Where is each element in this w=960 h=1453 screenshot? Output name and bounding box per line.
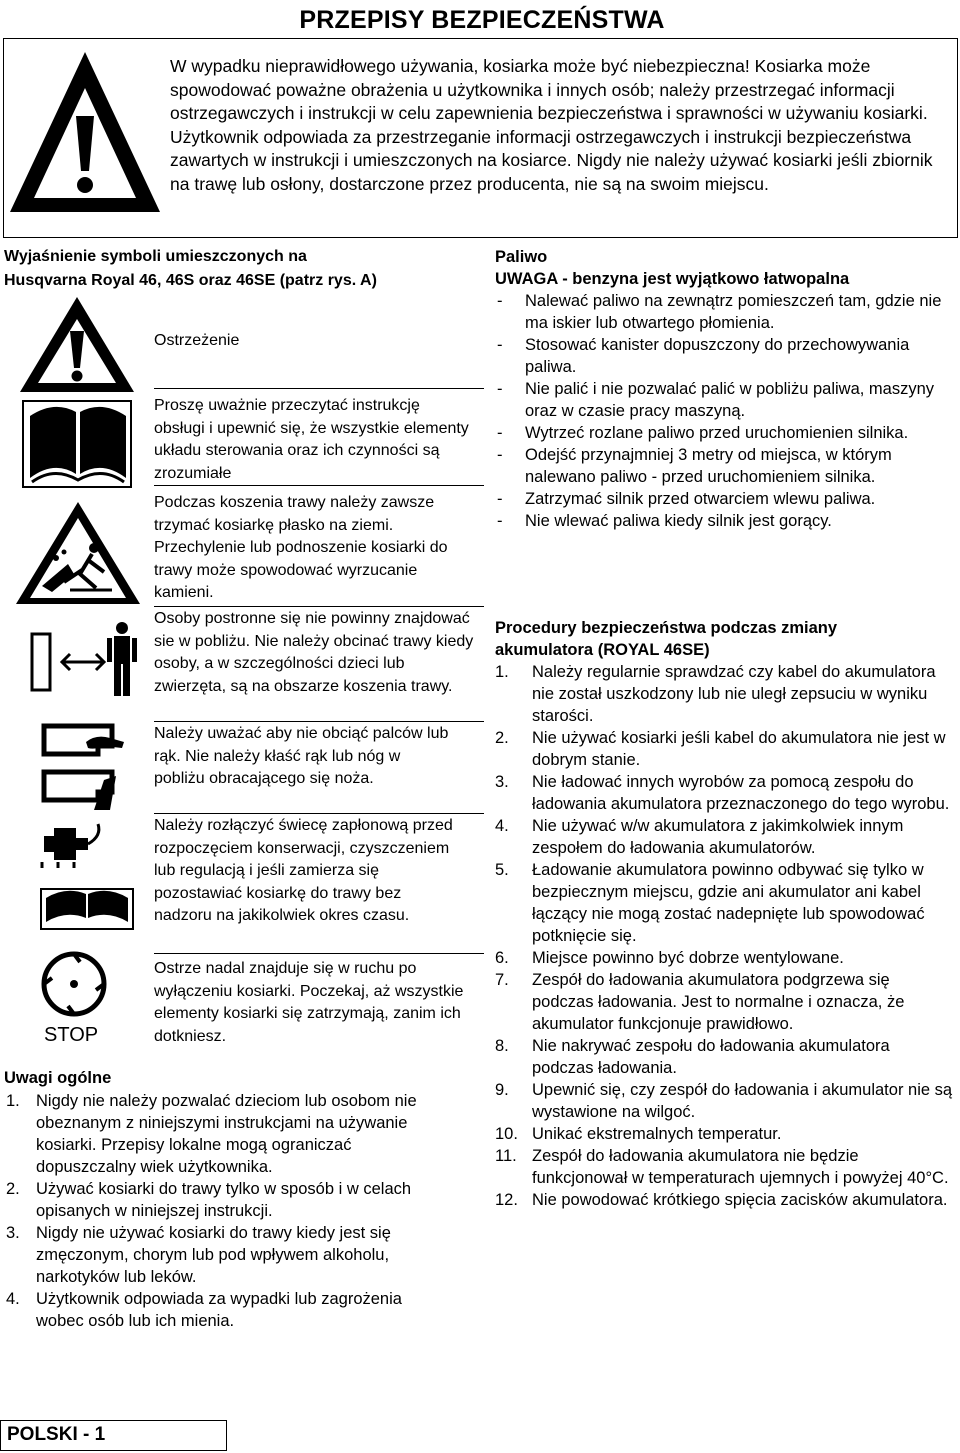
symbol-divider <box>154 953 484 954</box>
battery-section <box>495 617 955 1211</box>
manual-book-icon <box>18 398 138 494</box>
page-title: PRZEPISY BEZPIECZEŃSTWA <box>299 6 665 34</box>
symbol-divider <box>154 388 484 389</box>
list-item: 3. Nie ładować innych wyrobów za pomocą zespołu do ładowania akumulatora przeznaczonego do tego wyrobu. <box>495 773 950 813</box>
list-item: 3. Nigdy nie używać kosiarki do trawy kiedy jest się zmęczonym, chorym lub pod wpływem alkoholu, narkotyków lub leków. <box>6 1224 391 1286</box>
fuel-warning: UWAGA - benzyna jest wyjątkowo łatwopalna <box>495 270 850 288</box>
list-item: - Stosować kanister dopuszczony do przechowywania paliwa. <box>497 336 910 376</box>
list-item: - Nie palić i nie pozwalać palić w pobliżu paliwa, maszyny oraz w czasie pracy maszyną. <box>497 380 935 420</box>
symbol-divider <box>154 813 484 814</box>
list-item: - Nie wlewać paliwa kiedy silnik jest gorący. <box>497 512 832 530</box>
symbols-heading-line2: Husqvarna Royal 46, 46S oraz 46SE (patrz rys. A) <box>4 272 377 289</box>
symbols-heading <box>4 245 484 293</box>
spark-plug-icon <box>38 818 138 932</box>
list-item: 9. Upewnić się, czy zespół do ładowania i akumulator nie są wystawione na wilgoć. <box>495 1081 953 1121</box>
list-item: 12. Nie powodować krótkiego spięcia zacisków akumulatora. <box>495 1191 948 1209</box>
thrown-objects-icon <box>14 500 142 608</box>
list-item: 5. Ładowanie akumulatora powinno odbywać się tylko w bezpiecznym miejscu, gdzie ani akumulator ani kabel łączący nie mogą zostać nadepnięte lub spowodować potknięcie się. <box>495 861 925 945</box>
symbol-text: Należy rozłączyć świecę zapłonową przed rozpoczęciem konserwacji, czyszczeniem lub regulacją i jeśli zamierza się pozostawiać kosiarkę do trawy bez nadzoru na jakikolwiek okres czasu. <box>154 817 453 924</box>
symbol-text: Podczas koszenia trawy należy zawsze trzymać kosiarkę płasko na ziemi. Przechylenie lub podnoszenie kosiarki do trawy może spowodować wyrzucanie kamieni. <box>154 494 448 601</box>
page-footer-label: POLSKI - 1 <box>0 1420 227 1451</box>
list-item: 11. Zespół do ładowania akumulatora nie będzie funkcjonował w temperaturach ujemnych i powyżej 40°C. <box>495 1147 949 1187</box>
stop-label: STOP <box>44 1024 99 1046</box>
list-item: 2. Nie używać kosiarki jeśli kabel do akumulatora nie jest w dobrym stanie. <box>495 729 946 769</box>
fuel-section <box>495 246 955 532</box>
symbol-divider <box>154 721 484 722</box>
list-item: 8. Nie nakrywać zespołu do ładowania akumulatora podczas ładowania. <box>495 1037 890 1077</box>
general-list <box>6 1090 446 1332</box>
symbol-text: Osoby postronne się nie powinny znajdować sie w pobliżu. Nie należy obcinać trawy kiedy osoby, a w szczególności dzieci lub zwierzęta, są na obszarze koszenia trawy. <box>154 610 474 695</box>
symbol-divider <box>154 485 484 486</box>
symbol-divider <box>154 606 484 607</box>
fuel-heading: Paliwo <box>495 248 548 266</box>
list-item: 1. Nigdy nie należy pozwalać dzieciom lub osobom nie obeznanym z niniejszymi instrukcjami na używanie kosiarki. Przepisy lokalne mogą ograniczać dopuszczalny wiek użytkownika. <box>6 1092 417 1176</box>
general-heading: Uwagi ogólne <box>4 1069 112 1087</box>
list-item: - Nalewać paliwo na zewnątrz pomieszczeń tam, gdzie nie ma iskier lub otwartego płomienia. <box>497 292 942 332</box>
intro-text: W wypadku nieprawidłowego używania, kosiarka może być niebezpieczna! Kosiarka może spowodować poważne obrażenia u użytkownika i innych osób; należy przestrzegać informacji ostrzegawczych i instrukcji w celu zapewnienia bezpieczeństwa i sprawności w używaniu kosiarki. Użytkownik odpowiada za przestrzeganie informacji ostrzegawczych i instrukcji bezpieczeństwa zawartych w instrukcji i umieszczonych na kosiarce. Nigdy nie należy używać kosiarki jeśli zbiornik na trawę lub osłony, dostarczone przez producenta, nie są na swoim miejscu. <box>170 56 933 194</box>
symbols-heading-line1: Wyjaśnienie symboli umieszczonych na <box>4 248 307 265</box>
blade-hazard-icon <box>40 720 136 816</box>
warning-triangle-icon <box>6 48 164 218</box>
symbol-text: Ostrze nadal znajduje się w ruchu po wyłączeniu kosiarki. Poczekaj, aż wszystkie elementy kosiarki się zatrzymają, zanim ich dotkniesz. <box>154 960 464 1045</box>
list-item: 2. Używać kosiarki do trawy tylko w sposób i w celach opisanych w niniejszej instrukcji. <box>6 1180 412 1220</box>
list-item: - Wytrzeć rozlane paliwo przed uruchomienien silnika. <box>497 424 909 442</box>
list-item: 1. Należy regularnie sprawdzać czy kabel do akumulatora nie został uszkodzony lub nie uległ zepsuciu w wyniku starości. <box>495 663 936 725</box>
list-item: - Zatrzymać silnik przed otwarciem wlewu paliwa. <box>497 490 876 508</box>
battery-heading: Procedury bezpieczeństwa podczas zmiany akumulatora (ROYAL 46SE) <box>495 619 838 659</box>
warning-triangle-icon <box>18 295 136 395</box>
list-item: 4. Użytkownik odpowiada za wypadki lub zagrożenia wobec osób lub ich mienia. <box>6 1290 402 1330</box>
blade-stop-icon <box>40 950 108 1018</box>
list-item: 7. Zespół do ładowania akumulatora podgrzewa się podczas ładowania. Jest to normalne i oznacza, że akumulator funkcjonuje prawidłowo. <box>495 971 905 1033</box>
keep-distance-icon <box>30 620 140 698</box>
list-item: 10. Unikać ekstremalnych temperatur. <box>495 1125 782 1143</box>
list-item: - Odejść przynajmniej 3 metry od miejsca, w którym nalewano paliwo - przed uruchomieniem silnika. <box>497 446 892 486</box>
symbol-text: Należy uważać aby nie obciąć palców lub rąk. Nie należy kłaść rąk lub nóg w pobliżu obracającego się noża. <box>154 725 449 787</box>
list-item: 4. Nie używać w/w akumulatora z jakimkolwiek innym zespołem do ładowania akumulatorów. <box>495 817 904 857</box>
list-item: 6. Miejsce powinno być dobrze wentylowane. <box>495 949 844 967</box>
symbol-text: Proszę uważnie przeczytać instrukcję obsługi i upewnić się, że wszystkie elementy układu sterowania oraz ich czynności są zrozumiałe <box>154 397 469 482</box>
symbol-text: Ostrzeżenie <box>154 332 240 349</box>
